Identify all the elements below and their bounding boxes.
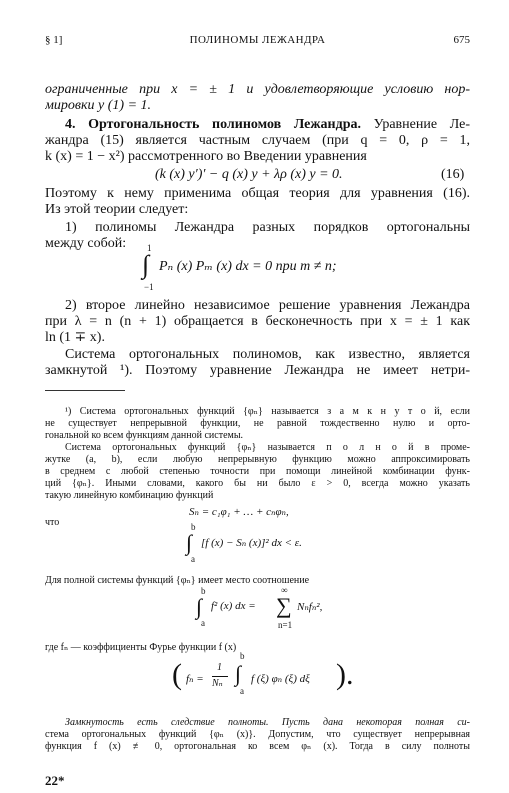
footnote-line: в среднем с любой степенью точности при помощи линейной комбинации функ- <box>45 466 470 477</box>
chapter-title: ПОЛИНОМЫ ЛЕЖАНДРА <box>189 34 326 46</box>
footnote-line: не существует непрерывной функции, не равной тождественно нулю и орто- <box>45 418 470 429</box>
integral-sign: ∫ <box>196 594 203 619</box>
page-header-number: 675 <box>453 34 470 46</box>
sum-sign: ∑ <box>276 593 292 618</box>
footnote-line: Система ортогональных функций {φₙ} называется п о л н о й в проме- <box>65 442 470 453</box>
sum-lower-limit: n=1 <box>278 620 293 630</box>
approximation-inequality: [f (x) − Sₙ (x)]² dx < ε. <box>201 537 302 549</box>
integral-lower-limit: a <box>191 554 195 564</box>
integral-upper-limit: b <box>201 586 206 596</box>
text-line: замкнутой ¹). Поэтому уравнение Лежандра не имеет нетри- <box>45 363 470 378</box>
footnote-rule <box>45 390 125 391</box>
parseval-right-side: Nₙfₙ², <box>297 601 323 613</box>
integral-upper-limit: 1 <box>147 243 152 253</box>
footnote-line: Для полной системы функций {φₙ} имеет место соотношение <box>45 575 310 586</box>
text-line: Система ортогональных полиномов, как известно, является <box>65 347 470 362</box>
footnote-line: стема ортогональных функций {φₙ (x)}. Допустим, что существует непрерывная <box>45 729 470 740</box>
text-line: мировки y (1) = 1. <box>45 98 152 113</box>
integral-sign: ∫ <box>142 250 150 279</box>
section-mark: § 1] <box>45 34 63 46</box>
integral-lower-limit: −1 <box>144 282 154 292</box>
section-heading-line <box>45 117 470 132</box>
fourier-coef-integrand: f (ξ) φₙ (ξ) dξ <box>251 673 310 685</box>
footnote-text: Замкнутость есть следствие полноты. Пусть дана некоторая полная си- <box>65 717 470 728</box>
running-header <box>45 34 470 50</box>
text-line: k (x) = 1 − x²) рассмотренного во Введении уравнения <box>45 149 367 164</box>
integral-upper-limit: b <box>191 522 196 532</box>
text-line: между собой: <box>45 236 127 251</box>
integral-sign: ∫ <box>235 661 242 686</box>
footnote-line <box>45 717 470 729</box>
text-line: Поэтому к нему применима общая теория для уравнения (16). <box>45 186 470 201</box>
fraction-denominator: Nₙ <box>212 678 223 689</box>
text-line: 1) полиномы Лежандра разных порядков ортогональны <box>65 220 470 235</box>
footnote-line: что <box>45 517 60 528</box>
signature-mark: 22* <box>45 773 65 788</box>
fraction-bar <box>212 676 228 677</box>
footnote-line: гональной ко всем функциям данной системы. <box>45 430 244 441</box>
equation-number: (16) <box>441 167 465 182</box>
left-paren: ( <box>172 658 182 691</box>
fourier-coef-left: fₙ = <box>186 673 204 685</box>
text-line: ln (1 ∓ x). <box>45 330 105 345</box>
fraction-numerator: 1 <box>217 662 222 673</box>
footnote-line: где fₙ — коэффициенты Фурье функции f (x) <box>45 642 237 653</box>
footnote-line: ций {φₙ}. Иными словами, какого бы ни было ε > 0, всегда можно указать <box>45 478 470 489</box>
integral-lower-limit: a <box>240 686 244 696</box>
integral-lower-limit: a <box>201 618 205 628</box>
footnote-line: ¹) Система ортогональных функций {φₙ} называется з а м к н у т о й, если <box>65 406 470 417</box>
equation-16: (k (x) y′)′ − q (x) y + λρ (x) y = 0. <box>155 167 343 182</box>
orthogonality-equation: Pₙ (x) Pₘ (x) dx = 0 при m ≠ n; <box>159 259 337 274</box>
text-line: Из этой теории следует: <box>45 202 189 217</box>
right-paren: ). <box>336 658 354 691</box>
footnote-line: такую линейную комбинацию функций <box>45 490 214 501</box>
section-heading: 4. Ортогональность полиномов Лежандра. <box>65 117 361 132</box>
text-line: ограниченные при x = ± 1 и удовлетворяющие условию нор- <box>45 82 470 97</box>
sum-upper-limit: ∞ <box>281 585 288 595</box>
sn-definition: Sₙ = c₁φ₁ + … + cₙφₙ, <box>189 506 289 518</box>
integral-upper-limit: b <box>240 651 245 661</box>
text-line: 2) второе линейно независимое решение уравнения Лежандра <box>65 298 470 313</box>
text-span: Уравнение Ле- <box>360 117 470 132</box>
parseval-left-side: f² (x) dx = <box>211 600 256 612</box>
text-line: жандра (15) является частным случаем (при q = 0, ρ = 1, <box>45 133 470 148</box>
integral-sign: ∫ <box>186 530 193 555</box>
footnote-line: жутке (a, b), если любую непрерывную функцию можно аппроксимировать <box>45 454 470 465</box>
footnote-line: функция f (x) ≢ 0, ортогональная ко всем φₙ (x). Тогда в силу полноты <box>45 741 470 752</box>
text-line: при λ = n (n + 1) обращается в бесконечность при x = ± 1 как <box>45 314 470 329</box>
